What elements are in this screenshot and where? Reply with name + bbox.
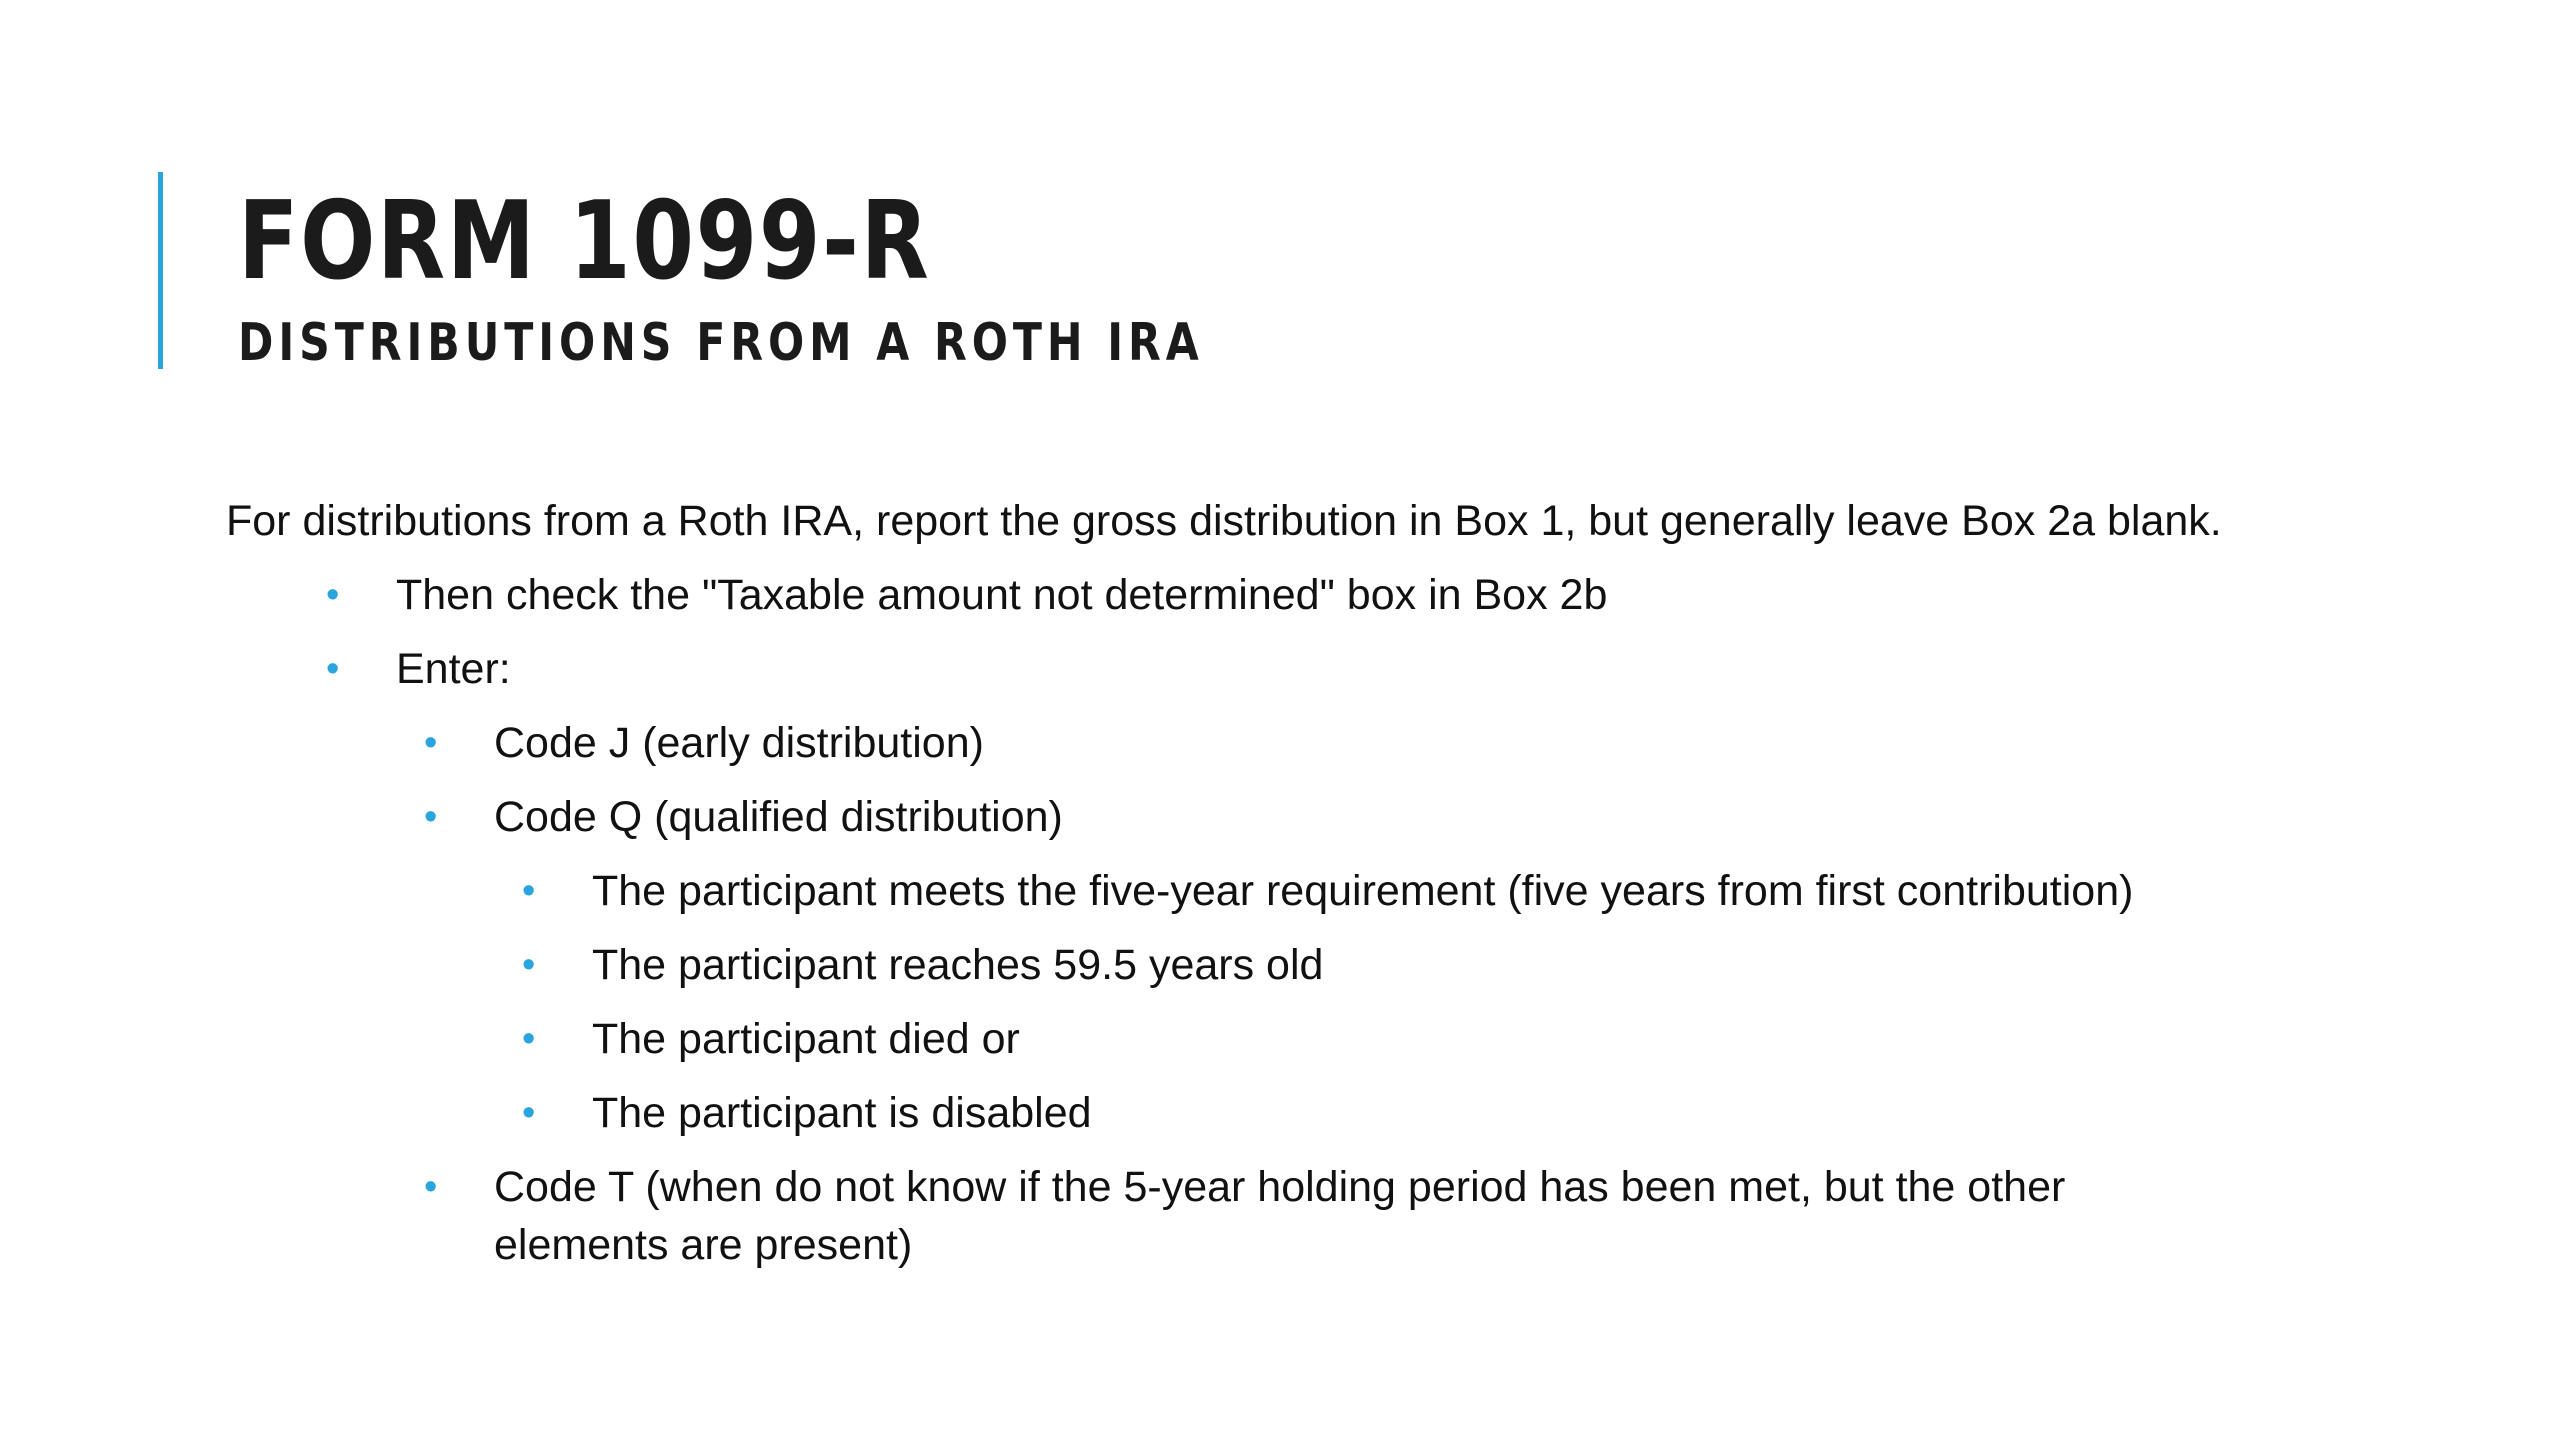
bullet-text: The participant died or bbox=[592, 1015, 1020, 1063]
list-item bbox=[424, 788, 2306, 1142]
slide-body bbox=[226, 492, 2306, 1274]
bullet-text: Enter: bbox=[396, 645, 511, 693]
bullet-icon: • bbox=[326, 648, 340, 690]
bullet-icon: • bbox=[522, 1092, 536, 1134]
bullet-icon: • bbox=[522, 870, 536, 912]
bullet-icon: • bbox=[424, 1166, 438, 1208]
bullet-list bbox=[326, 566, 2306, 1274]
bullet-icon: • bbox=[424, 796, 438, 838]
slide-title: FORM 1099-R bbox=[238, 179, 931, 304]
bullet-text: Then check the "Taxable amount not determined" box in Box 2b bbox=[396, 571, 1608, 619]
list-item bbox=[522, 1010, 2306, 1068]
list-item bbox=[326, 640, 2306, 1274]
list-item bbox=[522, 862, 2306, 920]
title-accent-bar bbox=[158, 172, 163, 369]
slide-subtitle: DISTRIBUTIONS FROM A ROTH IRA bbox=[238, 313, 1204, 373]
list-item bbox=[522, 936, 2306, 994]
bullet-icon: • bbox=[424, 722, 438, 764]
bullet-text: The participant is disabled bbox=[592, 1089, 1092, 1137]
bullet-icon: • bbox=[522, 944, 536, 986]
bullet-text: Code Q (qualified distribution) bbox=[494, 793, 1063, 841]
bullet-text: Code T (when do not know if the 5-year holding period has been met, but the other elements are present) bbox=[494, 1163, 2066, 1269]
list-item bbox=[326, 566, 2306, 624]
bullet-text: The participant meets the five-year requirement (five years from first contribution) bbox=[592, 867, 2134, 915]
bullet-text: Code J (early distribution) bbox=[494, 719, 984, 767]
sub-sub-bullet-list bbox=[522, 862, 2306, 1142]
sub-bullet-list bbox=[424, 714, 2306, 1274]
list-item bbox=[424, 1158, 2306, 1274]
intro-paragraph: For distributions from a Roth IRA, report the gross distribution in Box 1, but generally leave Box 2a blank. bbox=[226, 497, 2222, 545]
list-item bbox=[522, 1084, 2306, 1142]
list-item bbox=[424, 714, 2306, 772]
bullet-icon: • bbox=[326, 574, 340, 616]
bullet-icon: • bbox=[522, 1018, 536, 1060]
bullet-text: The participant reaches 59.5 years old bbox=[592, 941, 1324, 989]
